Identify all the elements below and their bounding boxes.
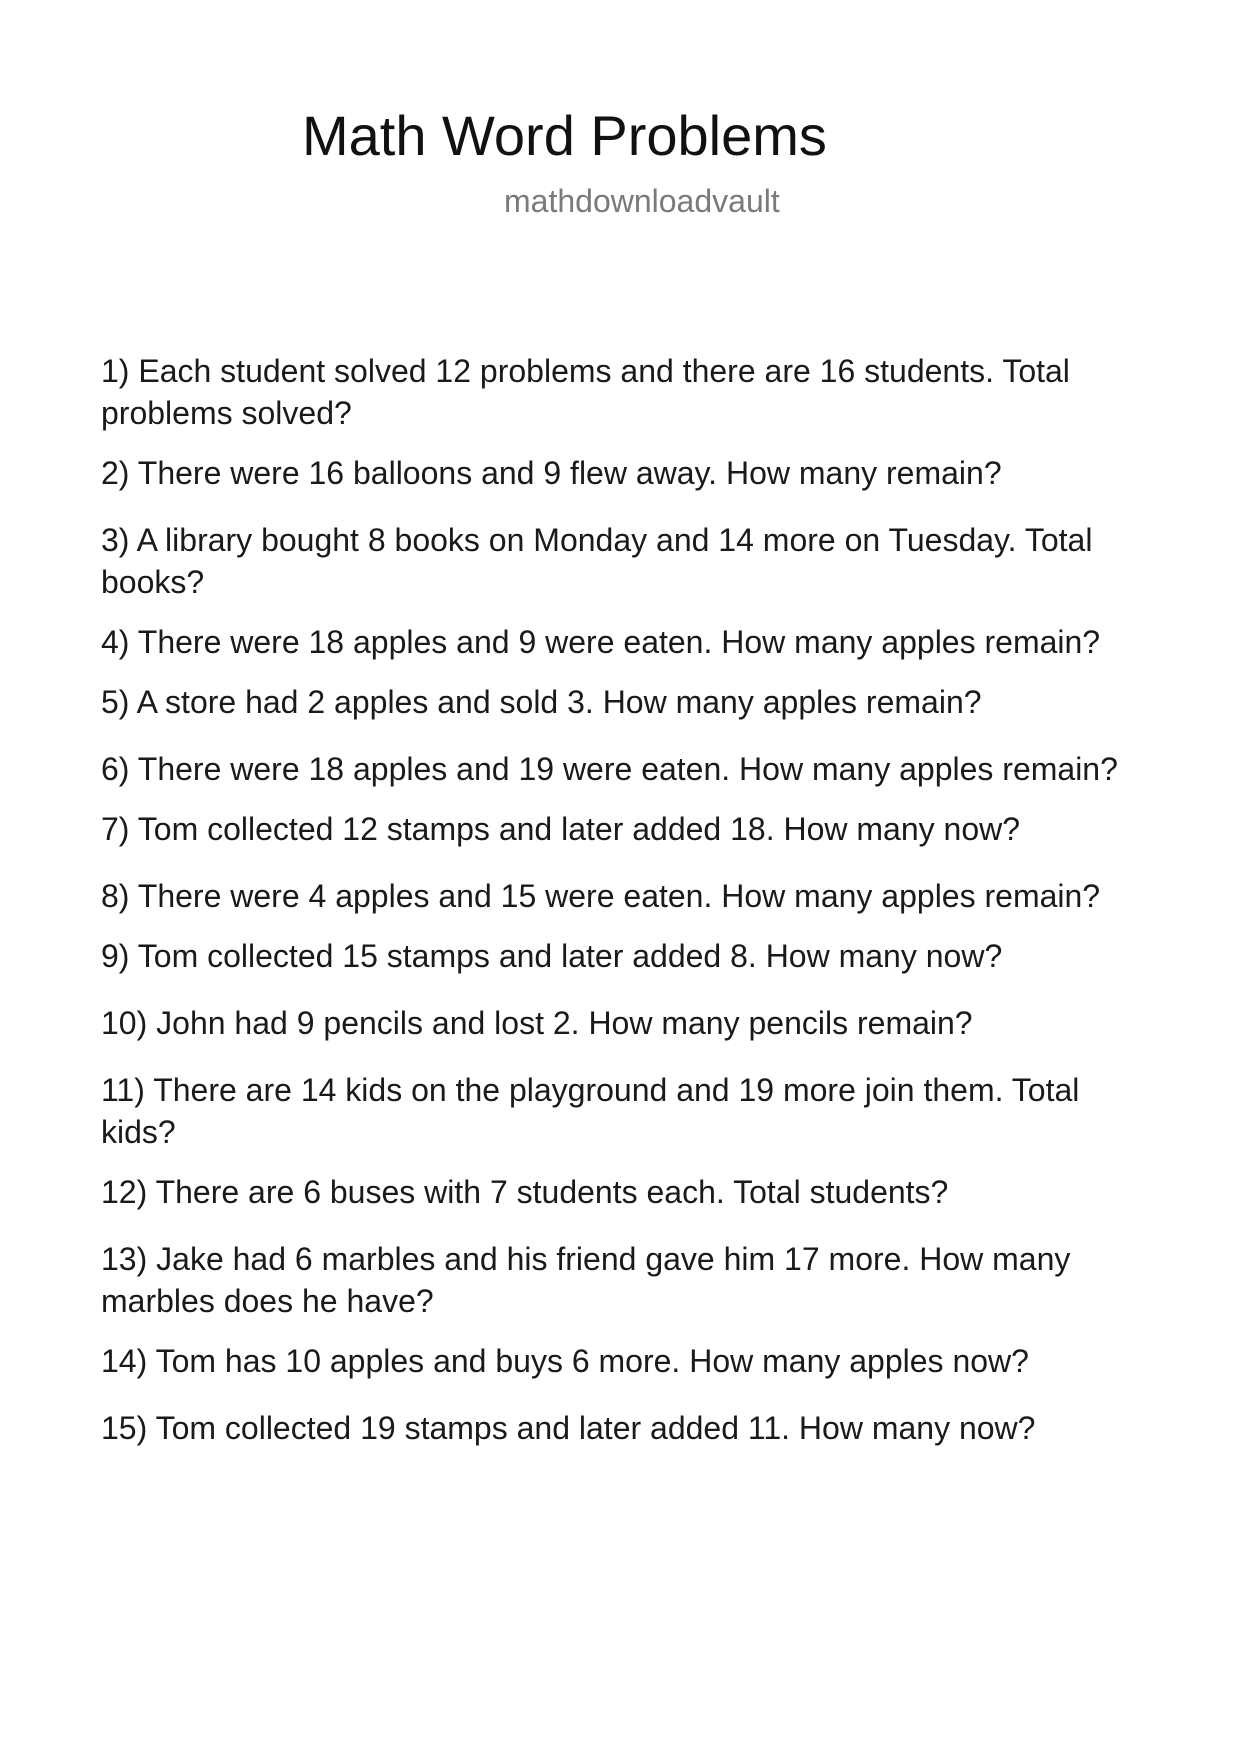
problem-item: 12) There are 6 buses with 7 students each. Total students?: [101, 1174, 949, 1210]
problem-item: 4) There were 18 apples and 9 were eaten. How many apples remain?: [101, 624, 1101, 660]
problem-item: 10) John had 9 pencils and lost 2. How many pencils remain?: [101, 1005, 973, 1041]
problem-item: 8) There were 4 apples and 15 were eaten. How many apples remain?: [101, 878, 1101, 914]
problem-item: 3) A library bought 8 books on Monday and 14 more on Tuesday. Total books?: [101, 522, 1093, 600]
problem-item: 15) Tom collected 19 stamps and later added 11. How many now?: [101, 1410, 1036, 1446]
problem-item: 6) There were 18 apples and 19 were eaten. How many apples remain?: [101, 751, 1118, 787]
problem-item: 1) Each student solved 12 problems and there are 16 students. Total problems solved?: [101, 353, 1070, 431]
page-subtitle: mathdownloadvault: [504, 183, 780, 219]
problem-item: 7) Tom collected 12 stamps and later added 18. How many now?: [101, 811, 1021, 847]
problem-item: 13) Jake had 6 marbles and his friend gave him 17 more. How many marbles does he have?: [101, 1241, 1071, 1319]
problem-item: 2) There were 16 balloons and 9 flew away. How many remain?: [101, 455, 1002, 491]
problem-item: 14) Tom has 10 apples and buys 6 more. How many apples now?: [101, 1343, 1029, 1379]
problem-item: 9) Tom collected 15 stamps and later added 8. How many now?: [101, 938, 1003, 974]
problem-list: [101, 350, 1161, 1474]
page-title: Math Word Problems: [302, 104, 827, 167]
problem-item: 5) A store had 2 apples and sold 3. How many apples remain?: [101, 684, 982, 720]
problem-item: 11) There are 14 kids on the playground and 19 more join them. Total kids?: [101, 1072, 1080, 1150]
